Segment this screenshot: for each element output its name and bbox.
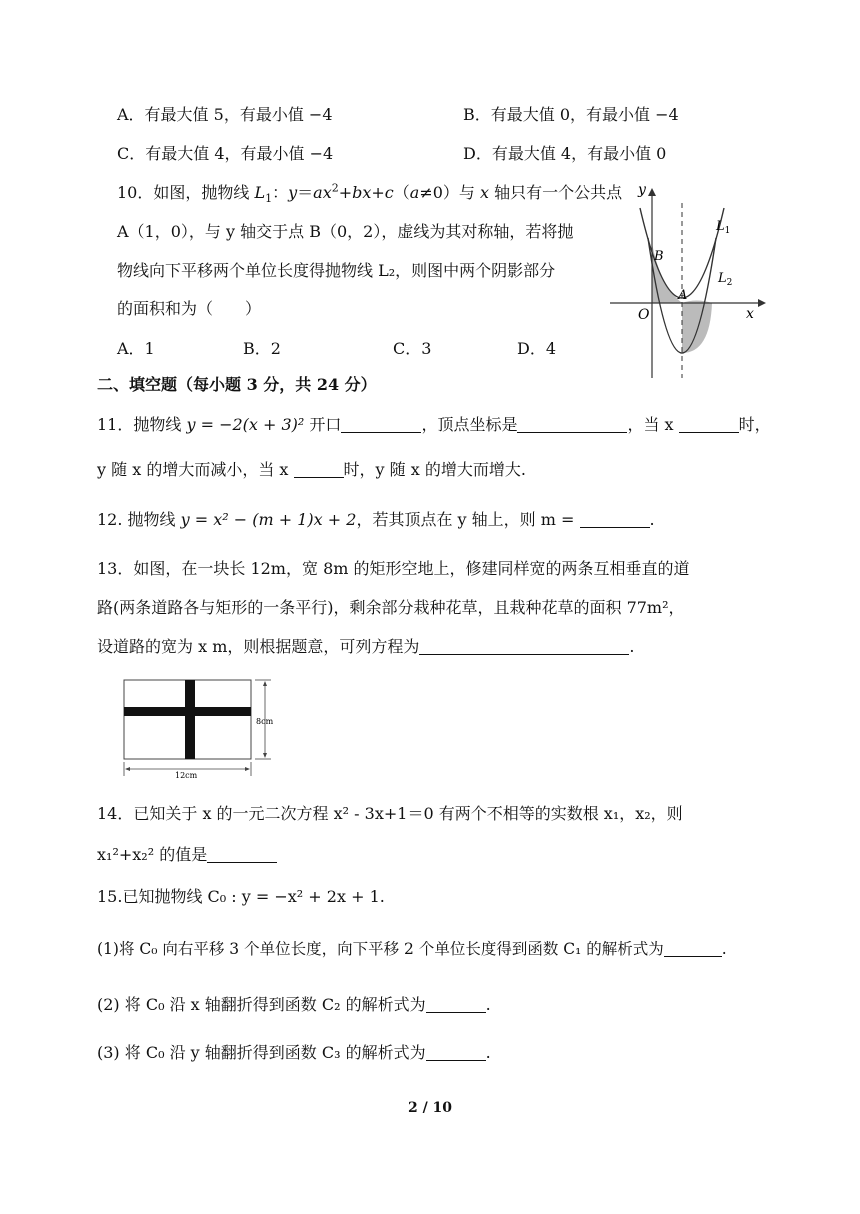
q10-line1: 10．如图，抛物线 $L_1$：$y=ax^2+bx+c(a\ne 0)$与 x 轴只有一个公共点 bbox=[117, 181, 623, 206]
q11-blank-vertex[interactable] bbox=[517, 416, 627, 433]
q15-part1: (1)将 C₀ 向右平移 3 个单位长度，向下平移 2 个单位长度得到函数 C₁ 的解析式为 . bbox=[97, 940, 727, 958]
q13-blank[interactable] bbox=[419, 638, 629, 655]
section-title: 二、填空题（每小题 3 分，共 24 分） bbox=[97, 375, 377, 394]
q10-line4: 的面积和为（ ） bbox=[117, 299, 262, 318]
q11-line1: 11．抛物线 y = −2(x + 3)² 开口 ，顶点坐标是 ，当 x 时， bbox=[97, 415, 771, 434]
q14-line2: x₁²+x₂² 的值是 bbox=[97, 844, 277, 866]
dimension-width: 12cm bbox=[175, 771, 198, 780]
q13-line3: 设道路的宽为 x m，则根据题意，可列方程为 . bbox=[97, 637, 635, 656]
q13-rectangle-figure bbox=[115, 672, 285, 780]
label-origin: O bbox=[638, 307, 650, 323]
q15-blank-2[interactable] bbox=[426, 996, 486, 1013]
label-l2: $L_2$ bbox=[718, 271, 733, 288]
q14-blank[interactable] bbox=[207, 846, 277, 863]
dimension-height: 8cm bbox=[256, 717, 274, 726]
label-b: B bbox=[654, 249, 664, 264]
q10-parabola-figure bbox=[600, 178, 770, 383]
shaded-region-right bbox=[682, 301, 712, 354]
q12-line: 12. 抛物线 y = x² − (m + 1)x + 2，若其顶点在 y 轴上，则 m = . bbox=[97, 510, 655, 529]
q15-part2: (2) 将 C₀ 沿 x 轴翻折得到函数 C₂ 的解析式为 . bbox=[97, 995, 491, 1014]
q9-option-a: A．有最大值 5，有最小值 −4 bbox=[117, 105, 333, 124]
q15-blank-1[interactable] bbox=[664, 940, 722, 957]
road-vertical bbox=[185, 680, 195, 759]
label-l1: $L_1$ bbox=[716, 219, 731, 236]
q10-option-c: C．3 bbox=[393, 339, 432, 358]
q12-blank[interactable] bbox=[580, 511, 650, 528]
q10-line2: A（1，0），与 y 轴交于点 B（0，2），虚线为其对称轴，若将抛 bbox=[117, 222, 574, 241]
q11-blank-opening[interactable] bbox=[341, 416, 421, 433]
q15-blank-3[interactable] bbox=[426, 1044, 486, 1061]
q15-intro: 15.已知抛物线 C₀ : y = −x² + 2x + 1. bbox=[97, 887, 385, 906]
q9-option-b: B．有最大值 0，有最小值 −4 bbox=[463, 105, 679, 124]
q13-line2: 路(两条道路各与矩形的一条平行)，剩余部分栽种花草，且栽种花草的面积 77m²， bbox=[97, 598, 685, 617]
q13-line1: 13．如图，在一块长 12m，宽 8m 的矩形空地上，修建同样宽的两条互相垂直的道 bbox=[97, 559, 690, 578]
q10-option-a: A．1 bbox=[117, 339, 155, 358]
q11-line2: y 随 x 的增大而减小，当 x 时，y 随 x 的增大而增大. bbox=[97, 460, 526, 479]
q14-line1: 14．已知关于 x 的一元二次方程 x² - 3x+1＝0 有两个不相等的实数根 x₁，x₂，则 bbox=[97, 804, 683, 823]
page-number: 2 / 10 bbox=[407, 1100, 453, 1116]
q15-part3: (3) 将 C₀ 沿 y 轴翻折得到函数 C₃ 的解析式为 . bbox=[97, 1043, 491, 1062]
label-x: x bbox=[746, 306, 754, 322]
label-a: A bbox=[678, 288, 688, 303]
q11-blank-range1[interactable] bbox=[679, 416, 739, 433]
q10-option-d: D．4 bbox=[517, 339, 557, 358]
label-y: y bbox=[638, 182, 646, 198]
q10-line3: 物线向下平移两个单位长度得抛物线 L₂，则图中两个阴影部分 bbox=[117, 261, 556, 280]
q11-blank-range2[interactable] bbox=[294, 461, 344, 478]
q9-option-c: C．有最大值 4，有最小值 −4 bbox=[117, 144, 334, 163]
q9-option-d: D．有最大值 4，有最小值 0 bbox=[463, 144, 667, 163]
q10-option-b: B．2 bbox=[243, 339, 281, 358]
